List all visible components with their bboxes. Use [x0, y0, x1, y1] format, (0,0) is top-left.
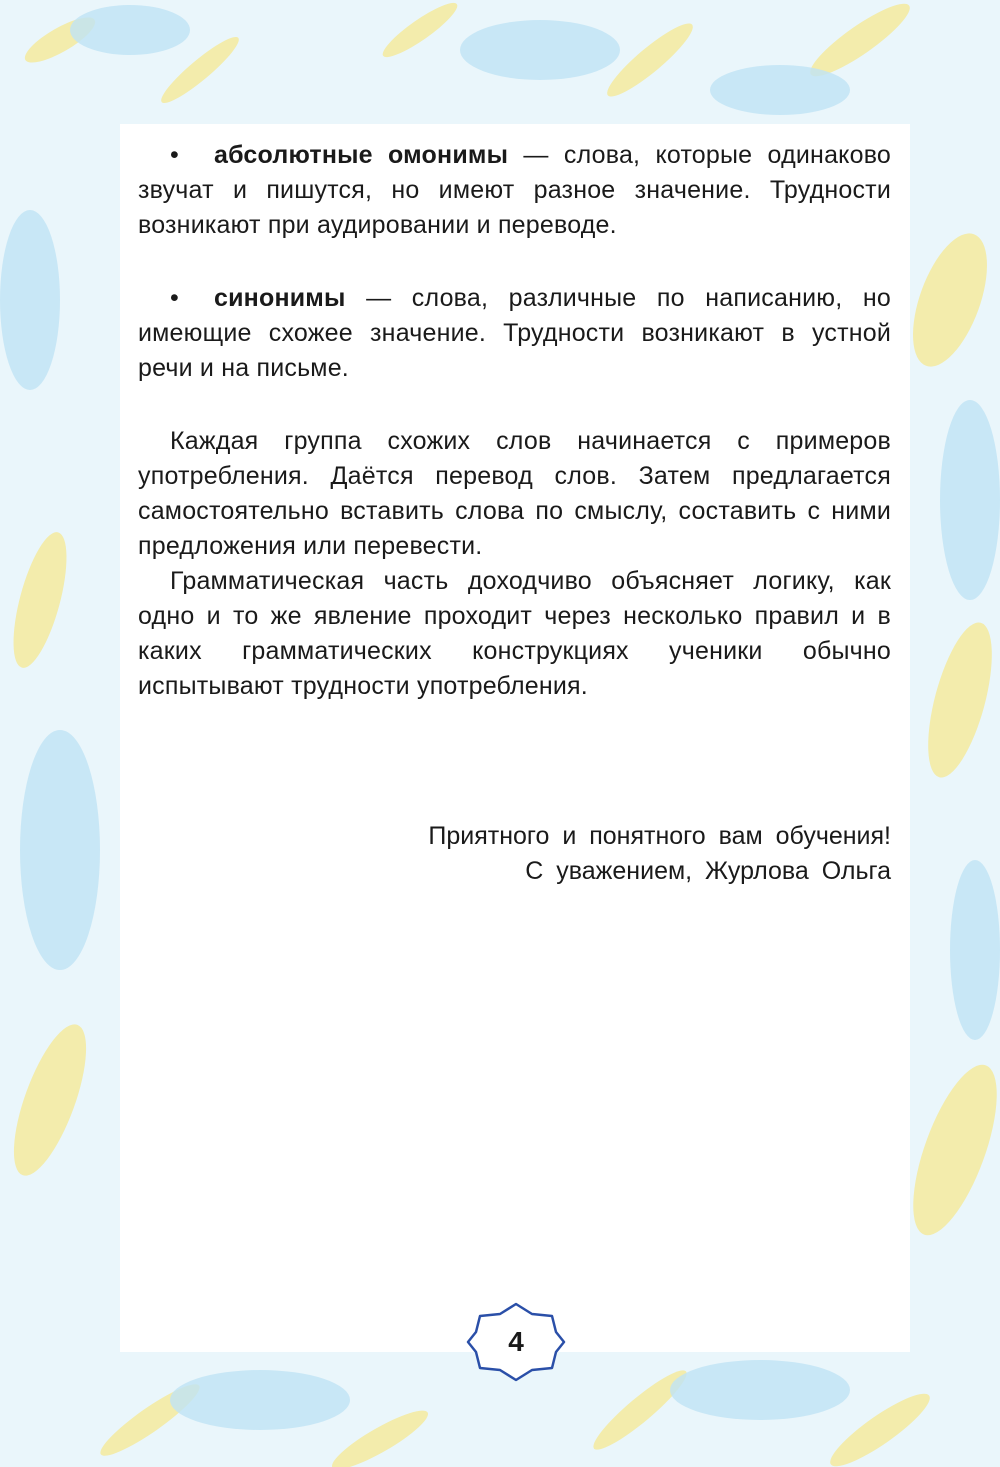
- bullet-icon: •: [170, 141, 179, 169]
- signature-line: С уважением, Журлова Ольга: [525, 857, 891, 885]
- bullet-icon: •: [170, 284, 179, 312]
- paragraph: Каждая группа схожих слов начинается с примеров употребления. Даётся перевод слов. Затем предлагается самостоятельно вставить слова по смыслу, составить с ними предложения или перевести.: [138, 427, 891, 560]
- paragraph: Грамматическая часть доходчиво объясняет логику, как одно и то же явление проходит через несколько правил и в каких грамматических конструкциях ученики обычно испытывают трудности употребления.: [138, 567, 891, 700]
- bullet-term: синонимы: [214, 284, 346, 312]
- bullet-item: [138, 281, 891, 386]
- page-number: 4: [508, 1326, 524, 1357]
- bullet-term: абсолютные омонимы: [214, 141, 509, 169]
- bullet-text: — слова, различные по написанию, но имеющие схожее значение. Трудности возникают в устной речи и на письме.: [138, 284, 891, 382]
- main-text: [138, 138, 891, 704]
- bullet-item: [138, 138, 891, 243]
- closing-signature: [138, 819, 891, 889]
- bullet-text: — слова, которые одинаково звучат и пишутся, но имеют разное значение. Трудности возникают при аудировании и переводе.: [138, 141, 891, 239]
- closing-line: Приятного и понятного вам обучения!: [428, 822, 891, 850]
